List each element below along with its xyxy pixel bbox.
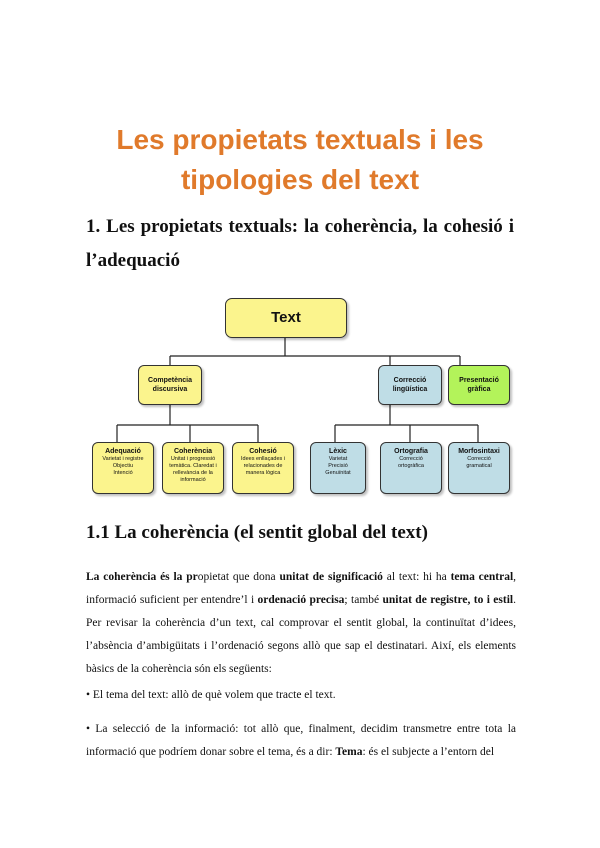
bold-text: tema central (450, 571, 514, 583)
heading-1-line-2: l’adequació (86, 250, 180, 271)
leaf-cohesio-line: relacionades de (243, 463, 283, 469)
leaf-coherencia-line: informació (180, 477, 206, 483)
diagram-leaf-lexic (310, 442, 366, 494)
leaf-adequacio-line: Varietat i registre (102, 456, 144, 462)
leaf-ortografia-line: ortogràfica (398, 463, 424, 469)
leaf-cohesio-title: Cohesió (249, 448, 277, 455)
leaf-coherencia-line: Unitat i progressió (170, 456, 216, 462)
leaf-coherencia-line: temàtica. Claredat i (169, 463, 217, 469)
title-line-2: tipologies del text (180, 164, 420, 195)
leaf-lexic-line: Varietat (328, 456, 348, 462)
diagram-leaf-morfosintaxi (448, 442, 510, 494)
diagram-box-presentacio-label: Presentació gràfica (459, 377, 499, 393)
diagram-root-label: Text (271, 309, 301, 326)
section-heading-1-1: 1.1 La coherència (el sentit global del text) (86, 522, 428, 543)
body-text: : és el subjecte a l’entorn del (362, 746, 495, 758)
diagram-box-competencia (138, 365, 202, 405)
document-title (60, 120, 540, 200)
leaf-coherencia-title: Coherència (173, 448, 213, 455)
leaf-ortografia-line: Correcció (399, 456, 423, 462)
diagram-box-competencia-label: Competència discursiva (148, 377, 192, 393)
diagram-box-correccio (378, 365, 442, 405)
section-heading-1 (86, 210, 514, 278)
body-text: . Per revisar la coherència d’un text, cal comprovar el sentit global, la continuïtat d’idees, l’absència d’ambigüitats i l’ordenació segons allò que sap el destinatari. Així, els elements bàsics de la coherència són els següents: (86, 594, 516, 675)
leaf-lexic-title: Lèxic (329, 448, 347, 455)
bold-text: La coherència és la pr (86, 571, 198, 583)
heading-1-line-1: 1. Les propietats textuals: la coherència, la cohesió i (86, 216, 514, 237)
bold-text: unitat de registre, to i estil (382, 594, 514, 606)
leaf-adequacio-line: Intenció (113, 470, 133, 476)
leaf-morfosintaxi-line: Correcció (467, 456, 491, 462)
body-text: al text: hi ha (382, 571, 451, 583)
diagram-leaf-ortografia (380, 442, 442, 494)
bold-text: unitat de significació (279, 571, 383, 583)
leaf-ortografia-title: Ortografia (394, 448, 428, 455)
leaf-cohesio-line: Idees enllaçades i (240, 456, 286, 462)
diagram-leaf-cohesio (232, 442, 294, 494)
leaf-lexic-line: Precisió (328, 463, 348, 469)
diagram-leaf-coherencia (162, 442, 224, 494)
diagram-leaf-adequacio (92, 442, 154, 494)
body-text: ; també (344, 594, 383, 606)
leaf-morfosintaxi-line: gramatical (466, 463, 492, 469)
bullet-seleccio (86, 718, 516, 764)
bullet-tema: • El tema del text: allò de què volem que tracte el text. (86, 689, 336, 701)
leaf-cohesio-line: manera lògica (245, 470, 281, 476)
properties-diagram (90, 290, 520, 500)
diagram-root-box (225, 298, 347, 338)
body-text: opietat que dona (197, 571, 280, 583)
leaf-morfosintaxi-title: Morfosintaxi (458, 448, 500, 455)
leaf-lexic-line: Genuïnitat (325, 470, 351, 476)
paragraph-coherence (86, 566, 516, 681)
leaf-coherencia-line: rellevància de la (173, 470, 213, 476)
diagram-box-correccio-label: Correcció lingüística (392, 377, 428, 393)
leaf-adequacio-line: Objectiu (112, 463, 134, 469)
bold-text: ordenació precisa (257, 594, 345, 606)
title-line-1: Les propietats textuals i les (116, 124, 484, 155)
bold-text: Tema (335, 746, 363, 758)
body-text: • La selecció de la informació: tot allò que, finalment, decidim transmetre entre tota la informació que podríem donar sobre el tema, és a dir: (86, 723, 516, 758)
diagram-box-presentacio (448, 365, 510, 405)
leaf-adequacio-title: Adequació (105, 448, 141, 455)
body-text: , informació suficient per entendre’l i (86, 571, 517, 606)
